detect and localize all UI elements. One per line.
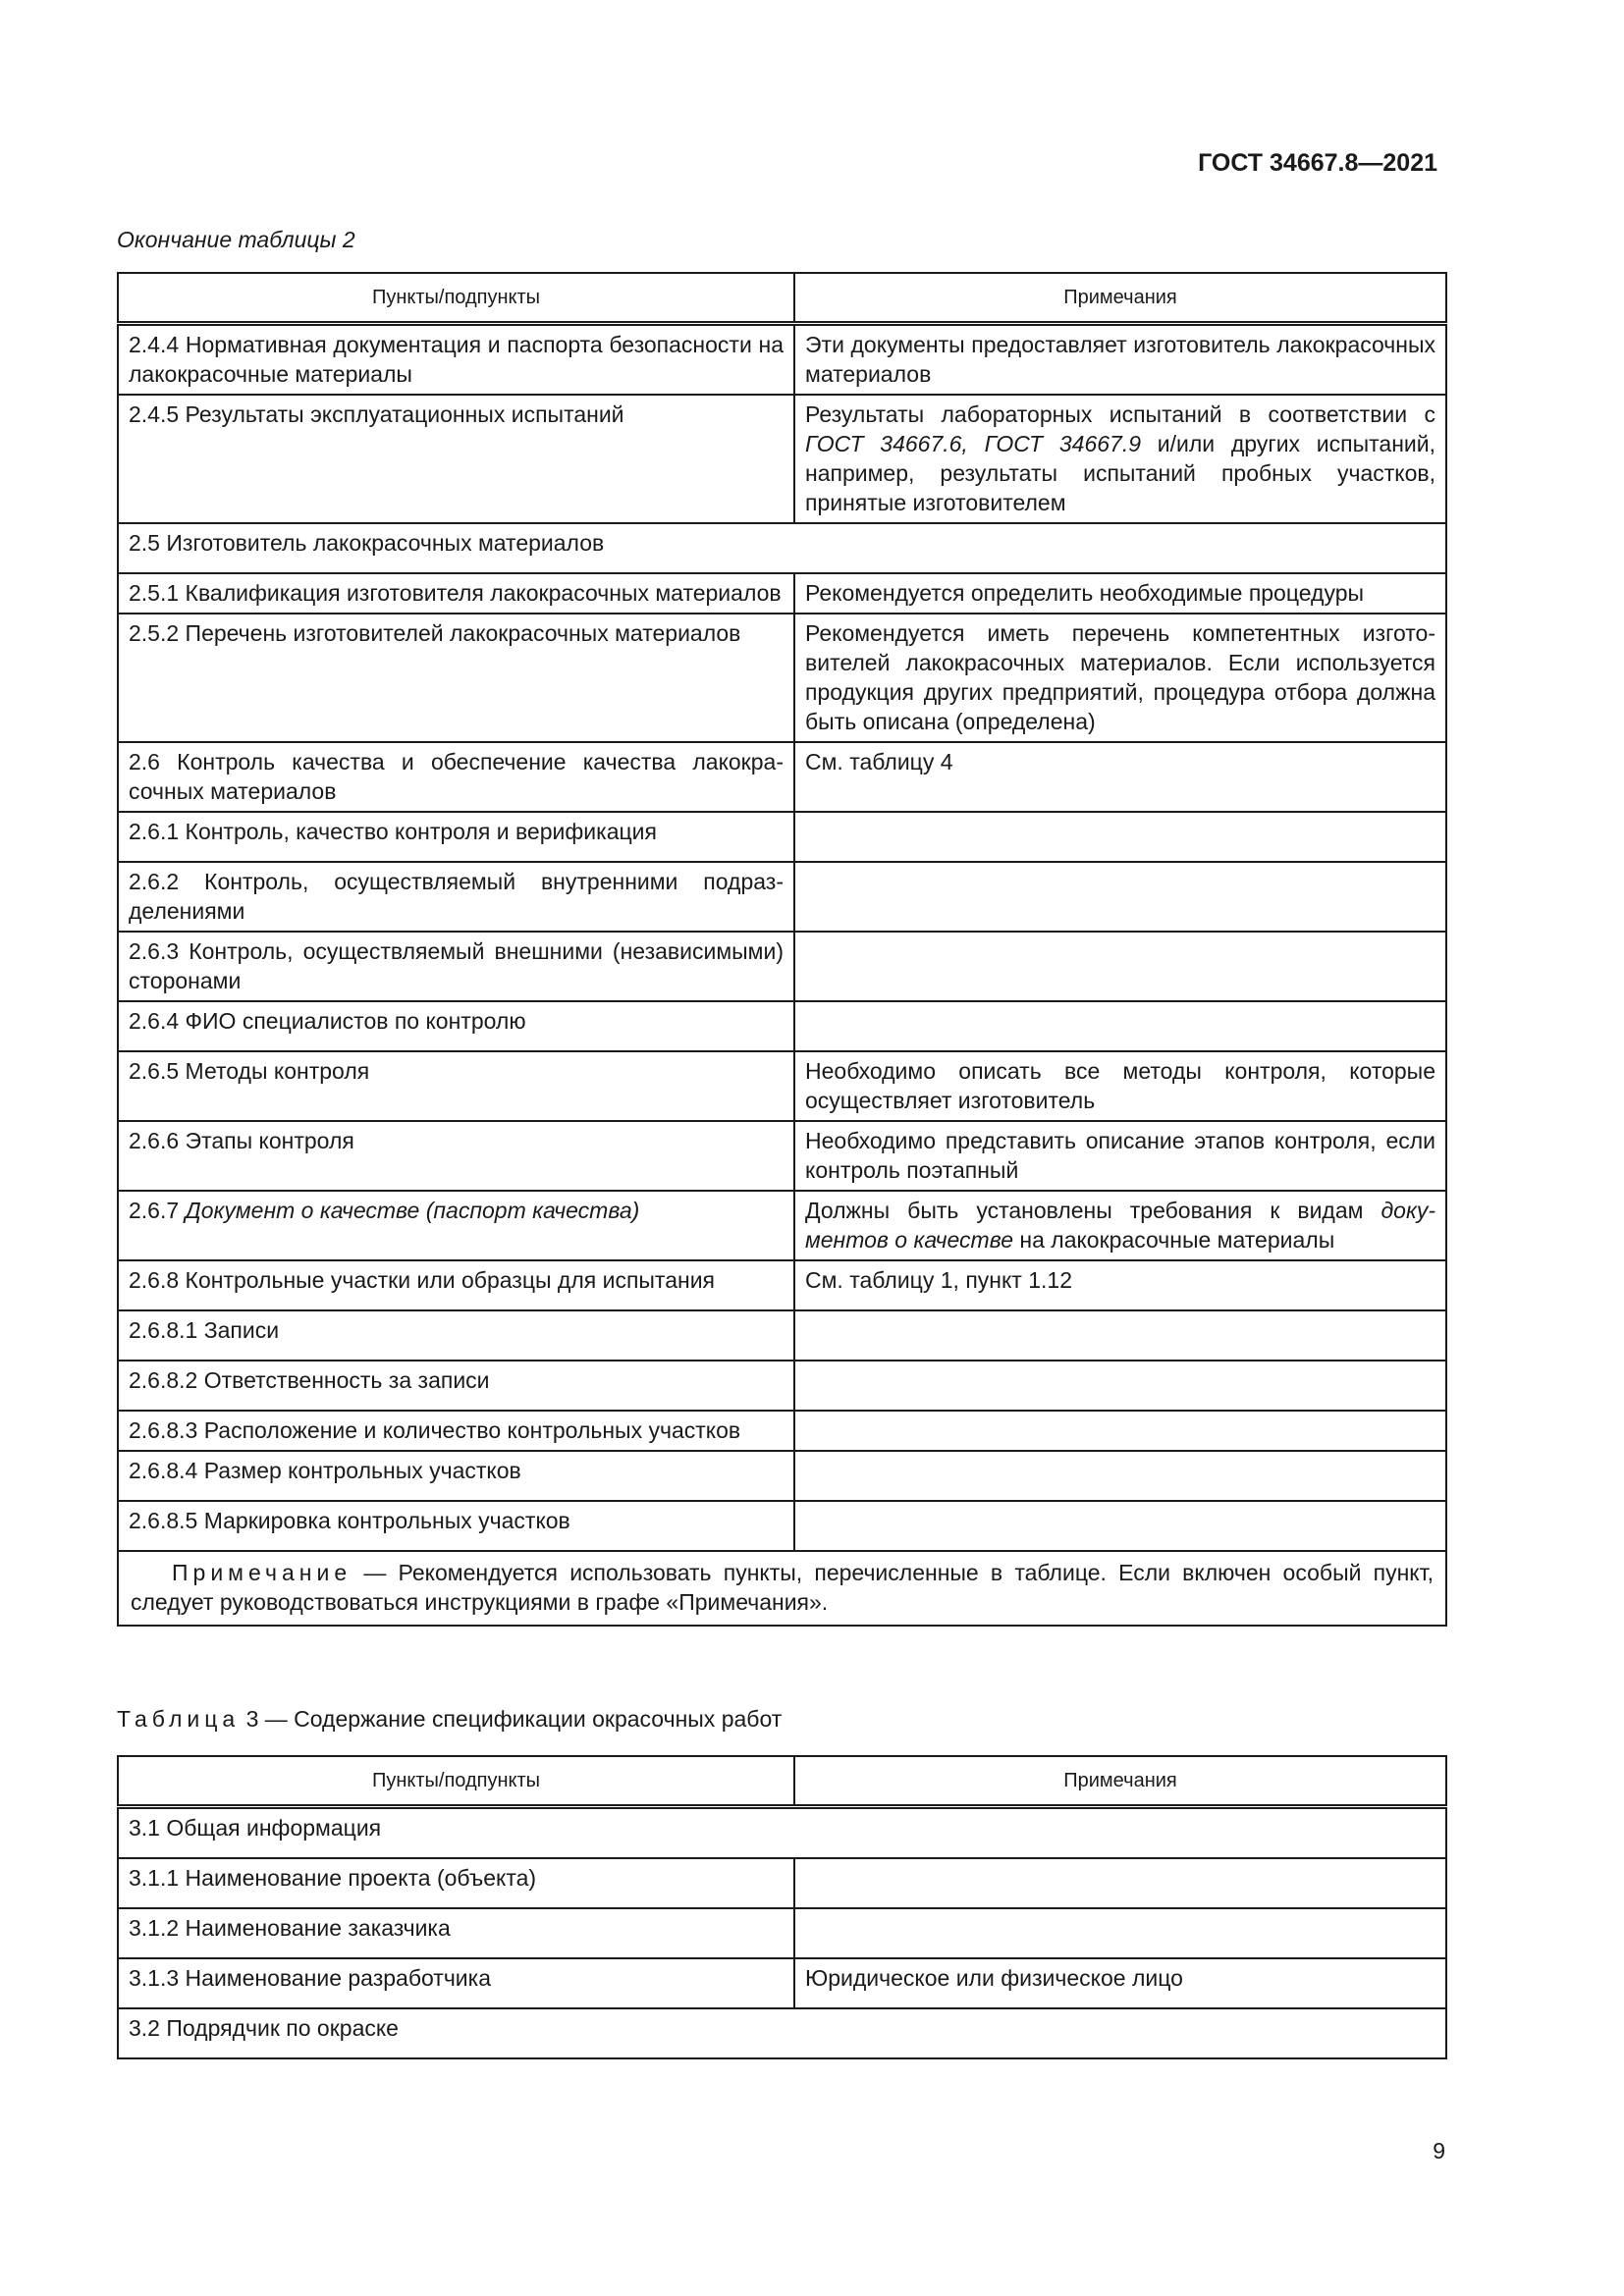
- item-cell: 2.6.5 Методы контроля: [118, 1051, 794, 1121]
- note-cell: [794, 1310, 1446, 1361]
- item-cell: 2.6.4 ФИО специалистов по контролю: [118, 1001, 794, 1051]
- section-row: [118, 1807, 1446, 1859]
- table-row: [118, 1001, 1446, 1051]
- item-cell: 2.6.8.3 Расположение и количество контрольных участков: [118, 1411, 794, 1451]
- table-row: [118, 812, 1446, 862]
- section-cell: 2.5 Изготовитель лакокрасочных материалов: [118, 523, 1446, 573]
- item-cell: 2.5.1 Квалификация изготовителя лакокрасочных материалов: [118, 573, 794, 614]
- table-row: [118, 1958, 1446, 2008]
- note-cell: Необходимо описать все методы контроля, которые осуществляет изготовитель: [794, 1051, 1446, 1121]
- item-cell: 2.6.8 Контрольные участки или образцы для испытания: [118, 1260, 794, 1310]
- note-cell: Эти документы предоставляет изготовитель лакокрасочных материалов: [794, 324, 1446, 396]
- note-cell: [794, 812, 1446, 862]
- note-cell: Рекомендуется определить необходимые процедуры: [794, 573, 1446, 614]
- note-cell: [794, 1001, 1446, 1051]
- document-code: ГОСТ 34667.8—2021: [1198, 149, 1437, 177]
- note-cell: [794, 1411, 1446, 1451]
- standard-reference: ГОСТ 34667.6, ГОСТ 34667.9: [805, 431, 1141, 456]
- item-cell: 2.4.4 Нормативная документация и паспорта безопасности на лакокрасочные материалы: [118, 324, 794, 396]
- table-header-row: [118, 273, 1446, 324]
- column-header-notes: Примечания: [794, 1756, 1446, 1807]
- table-row: [118, 1361, 1446, 1411]
- table-row: [118, 1501, 1446, 1551]
- item-number: 2.6.7: [129, 1198, 186, 1223]
- table-row: [118, 1908, 1446, 1958]
- table-row: [118, 1191, 1446, 1260]
- item-cell: 2.6.1 Контроль, качество контроля и верификация: [118, 812, 794, 862]
- item-cell: 3.1.2 Наименование заказчика: [118, 1908, 794, 1958]
- item-cell: 2.6.8.1 Записи: [118, 1310, 794, 1361]
- table-row: [118, 1121, 1446, 1191]
- table-row: [118, 862, 1446, 932]
- table-row: [118, 1451, 1446, 1501]
- note-cell: Необходимо представить описание этапов контроля, если контроль поэтапный: [794, 1121, 1446, 1191]
- note-cell: [794, 862, 1446, 932]
- note-cell: [794, 1191, 1446, 1260]
- item-cell: 2.6.8.5 Маркировка контрольных участков: [118, 1501, 794, 1551]
- note-cell: Юридическое или физическое лицо: [794, 1958, 1446, 2008]
- note-text: Результаты лабораторных испытаний в соответствии с: [805, 401, 1435, 427]
- table-row: [118, 932, 1446, 1001]
- item-cell: 2.6.2 Контроль, осуществляемый внутренними подразделениями: [118, 862, 794, 932]
- note-cell: [794, 1501, 1446, 1551]
- footnote-label: Примечание: [172, 1560, 352, 1585]
- note-cell: См. таблицу 1, пункт 1.12: [794, 1260, 1446, 1310]
- table-2-continuation-caption: Окончание таблицы 2: [117, 227, 355, 252]
- table-footnote: [118, 1551, 1446, 1626]
- table-row: [118, 1858, 1446, 1908]
- item-cell: 2.5.2 Перечень изготовителей лакокрасочных материалов: [118, 614, 794, 742]
- table-row: [118, 1310, 1446, 1361]
- table-row: [118, 573, 1446, 614]
- table-row: [118, 1411, 1446, 1451]
- page-number: 9: [1433, 2138, 1445, 2163]
- table-row: [118, 614, 1446, 742]
- table-row: [118, 1260, 1446, 1310]
- table-3-caption-text: 3 — Содержание спецификации окрасочных работ: [240, 1706, 783, 1732]
- note-cell: Рекомендуется иметь перечень компетентных изготовителей лакокрасочных материалов. Если используется продукция других предприятий, процедура отбора должна быть описана (определена): [794, 614, 1446, 742]
- footnote-text: — Рекомендуется использовать пункты, перечисленные в таблице. Если включен особый пункт, следует руководствоваться инструкциями в графе «Примечания».: [131, 1560, 1434, 1615]
- column-header-items: Пункты/подпункты: [118, 273, 794, 324]
- note-cell: [794, 1361, 1446, 1411]
- note-cell: [794, 1451, 1446, 1501]
- table-row: [118, 742, 1446, 812]
- note-text: и/или других испытаний, например, результаты испытаний пробных участков, принятые изготовителем: [805, 431, 1435, 515]
- note-term: документов о качестве: [805, 1198, 1435, 1253]
- table-3-caption-label: Таблица: [117, 1706, 241, 1732]
- table-3: [117, 1755, 1447, 2059]
- table-header-row: [118, 1756, 1446, 1807]
- table-3-caption: [117, 1706, 782, 1733]
- section-row: [118, 2008, 1446, 2058]
- note-cell: [794, 1858, 1446, 1908]
- table-2: [117, 272, 1447, 1627]
- item-cell: 3.1.1 Наименование проекта (объекта): [118, 1858, 794, 1908]
- item-cell: 2.4.5 Результаты эксплуатационных испытаний: [118, 395, 794, 523]
- section-cell: 3.2 Подрядчик по окраске: [118, 2008, 1446, 2058]
- table-footnote-row: [118, 1551, 1446, 1626]
- item-cell: 2.6 Контроль качества и обеспечение качества лакокрасочных материалов: [118, 742, 794, 812]
- note-text: Должны быть установлены требования к видам: [805, 1198, 1381, 1223]
- note-cell: [794, 1908, 1446, 1958]
- note-cell: [794, 395, 1446, 523]
- note-cell: См. таблицу 4: [794, 742, 1446, 812]
- section-row: [118, 523, 1446, 573]
- item-term: Документ о качестве (паспорт качества): [185, 1198, 640, 1223]
- column-header-items: Пункты/подпункты: [118, 1756, 794, 1807]
- table-row: [118, 1051, 1446, 1121]
- table-row: [118, 395, 1446, 523]
- item-cell: [118, 1191, 794, 1260]
- item-cell: 3.1.3 Наименование разработчика: [118, 1958, 794, 2008]
- note-text: на лакокрасочные материалы: [1013, 1227, 1335, 1253]
- note-cell: [794, 932, 1446, 1001]
- table-row: [118, 324, 1446, 396]
- section-cell: 3.1 Общая информация: [118, 1807, 1446, 1859]
- item-cell: 2.6.6 Этапы контроля: [118, 1121, 794, 1191]
- column-header-notes: Примечания: [794, 273, 1446, 324]
- item-cell: 2.6.3 Контроль, осуществляемый внешними (независимыми) сторонами: [118, 932, 794, 1001]
- item-cell: 2.6.8.2 Ответственность за записи: [118, 1361, 794, 1411]
- item-cell: 2.6.8.4 Размер контрольных участков: [118, 1451, 794, 1501]
